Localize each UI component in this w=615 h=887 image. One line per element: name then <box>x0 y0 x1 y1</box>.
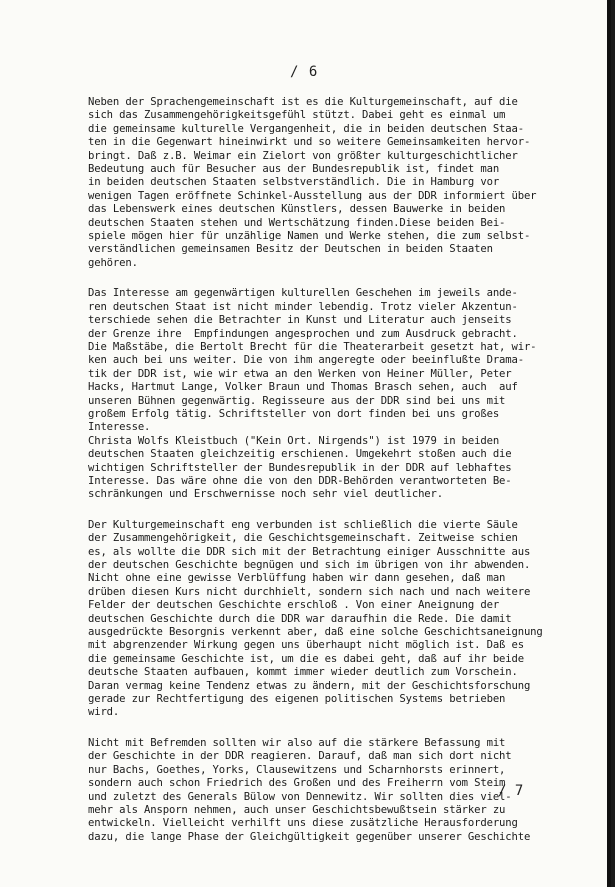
text-line: in beiden deutschen Staaten selbstverständlich. Die in Hamburg vor <box>88 176 500 189</box>
text-line: die gemeinsame kulturelle Vergangenheit, die in beiden deutschen Staa- <box>88 122 524 135</box>
text-line: terschiede sehen die Betrachter in Kunst und Literatur auch jenseits <box>88 314 512 327</box>
text-line: Interesse. <box>88 421 151 434</box>
text-line: tik der DDR ist, wie wir etwa an den Werken von Heiner Müller, Peter <box>88 367 512 380</box>
paragraph-history-community <box>88 519 588 720</box>
text-line: dazu, die lange Phase der Gleichgültigkeit gegenüber unserer Geschichte <box>88 830 531 843</box>
text-line: Felder der deutschen Geschichte erschloß . Von einer Aneignung der <box>88 599 500 612</box>
text-line: deutschen Geschichte durch die DDR war daraufhin die Rede. Die damit <box>88 612 512 625</box>
text-line: die gemeinsame Geschichte ist, um die es dabei geht, daß auf ihr beide <box>88 652 524 665</box>
text-line: drüben diesen Kurs nicht durchhielt, sondern sich nach und nach weitere <box>88 585 531 598</box>
text-line: Nicht ohne eine gewisse Verblüffung haben wir dann gesehen, daß man <box>88 572 506 585</box>
text-line: ten in die Gegenwart hineinwirkt und so weitere Gemeinsamkeiten hervor- <box>88 136 531 149</box>
text-line: wenigen Tagen eröffnete Schinkel-Ausstellung aus der DDR informiert über <box>88 189 537 202</box>
text-line: Christa Wolfs Kleistbuch ("Kein Ort. Nirgends") ist 1979 in beiden <box>88 434 500 447</box>
text-line: Die Maßstäbe, die Bertolt Brecht für die Theaterarbeit gesetzt hat, wir- <box>88 340 537 353</box>
text-line: gehören. <box>88 256 138 269</box>
text-line: wird. <box>88 706 120 719</box>
text-line: mit abgrenzender Wirkung gegen uns überhaupt nicht möglich ist. Daß es <box>88 639 524 652</box>
paragraph-culture-community <box>88 96 588 270</box>
text-line: der Geschichte in der DDR reagieren. Darauf, daß man sich dort nicht <box>88 750 512 763</box>
text-line: ken auch bei uns weiter. Die von ihm angeregte oder beeinflußte Drama- <box>88 354 524 367</box>
text-line: gerade zur Rechtfertigung des eigenen politischen Systems betrieben <box>88 693 506 706</box>
text-line: Bedeutung auch für Besucher aus der Bundesrepublik ist, findet man <box>88 163 500 176</box>
text-line: Nicht mit Befremden sollten wir also auf die stärkere Befassung mit <box>88 736 506 749</box>
text-line: es, als wollte die DDR sich mit der Betrachtung einiger Ausschnitte aus <box>88 545 531 558</box>
text-line: der deutschen Geschichte begnügen und sich im übrigen von ihr abwenden. <box>88 559 531 571</box>
text-line: und zuletzt des Generals Bülow von Dennewitz. Wir sollten dies viel- <box>88 790 512 803</box>
text-line: ausgedrückte Besorgnis verkennt aber, daß eine solche Geschichtsaneignung <box>88 626 543 639</box>
text-line: Der Kulturgemeinschaft eng verbunden ist schließlich die vierte Säule <box>88 518 518 531</box>
document-body <box>88 96 588 852</box>
text-line: der Grenze ihre Empfindungen angesprochen und zum Ausdruck gebracht. <box>88 327 518 340</box>
text-line: sich das Zusammengehörigkeitsgefühl stützt. Dabei geht es einmal um <box>88 109 506 122</box>
text-line: sondern auch schon Friedrich des Großen und des Freiherrn vom Steim <box>88 777 506 790</box>
text-line: bringt. Daß z.B. Weimar ein Zielort von größter kulturgeschichtlicher <box>88 149 518 162</box>
text-line: Daran vermag keine Tendenz etwas zu ändern, mit der Geschichtsforschung <box>88 679 531 692</box>
text-line: deutschen Staaten gleichzeitig erschienen. Umgekehrt stoßen auch die <box>88 448 512 461</box>
text-line: Interesse. Das wäre ohne die von den DDR-Behörden verantworteten Be- <box>88 474 512 487</box>
text-line: der Zusammengehörigkeit, die Geschichtsgemeinschaft. Zeitweise schien <box>88 532 518 545</box>
next-page-marker: / 7 <box>498 783 524 799</box>
text-line: nur Bachs, Goethes, Yorks, Clausewitzens und Scharnhorsts erinnert, <box>88 763 506 776</box>
text-line: verständlichen gemeinsamen Besitz der Deutschen in beiden Staaten <box>88 243 493 256</box>
text-line: Das Interesse am gegenwärtigen kulturellen Geschehen im jeweils ande- <box>88 287 518 300</box>
text-line: großem Erfolg tätig. Schriftsteller von dort finden bei uns großes <box>88 407 500 420</box>
text-line: unseren Bühnen gegenwärtig. Regisseure aus der DDR sind bei uns mit <box>88 394 506 407</box>
page-number: / 6 <box>290 64 319 80</box>
text-line: Neben der Sprachengemeinschaft ist es die Kulturgemeinschaft, auf die <box>88 96 518 108</box>
text-line: spiele mögen hier für unzählige Namen und Werke stehen, die zum selbst- <box>88 230 531 243</box>
text-line: das Lebenswerk eines deutschen Künstlers, dessen Bauwerke in beiden <box>88 203 506 216</box>
text-line: wichtigen Schriftsteller der Bundesrepublik in der DDR auf lebhaftes <box>88 461 512 474</box>
text-line: entwickeln. Vielleicht verhilft uns diese zusätzliche Herausforderung <box>88 817 518 830</box>
text-line: schränkungen und Erschwernisse noch sehr viel deutlicher. <box>88 488 443 501</box>
text-line: mehr als Ansporn nehmen, auch unser Geschichtsbewußtsein stärker zu <box>88 803 506 816</box>
text-line: deutschen Staaten stehen und Wertschätzung finden.Diese beiden Bei- <box>88 216 506 229</box>
text-line: ren deutschen Staat ist nicht minder lebendig. Trotz vieler Akzentun- <box>88 300 518 313</box>
paragraph-cultural-interest <box>88 287 588 502</box>
text-line: Hacks, Hartmut Lange, Volker Braun und Thomas Brasch sehen, auch auf <box>88 381 518 394</box>
text-line: deutsche Staaten aufbauen, kommt immer wieder deutlich zum Vorschein. <box>88 666 518 679</box>
